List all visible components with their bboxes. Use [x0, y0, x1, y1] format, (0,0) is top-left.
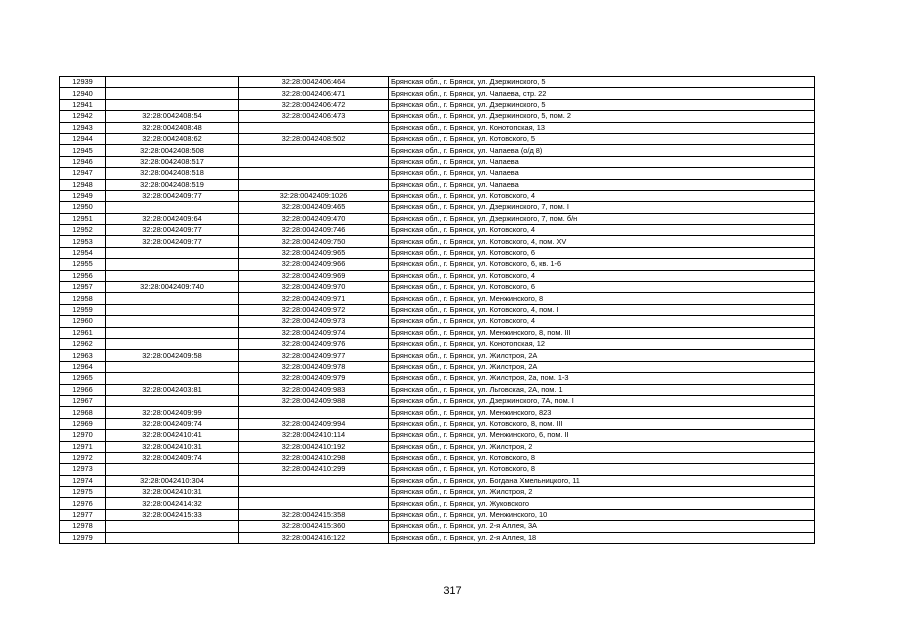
row-number-cell: 12940	[60, 88, 106, 99]
object-number-cell: 32:28:0042409:1026	[239, 190, 389, 201]
row-number-cell: 12960	[60, 316, 106, 327]
parcel-number-cell: 32:28:0042403:81	[106, 384, 239, 395]
parcel-number-cell: 32:28:0042409:77	[106, 225, 239, 236]
table-row	[60, 487, 815, 498]
address-cell: Брянская обл., г. Брянск, ул. Котовского, 8, пом. III	[389, 418, 815, 429]
row-number-cell: 12970	[60, 430, 106, 441]
address-cell: Брянская обл., г. Брянск, ул. Льговская, 2А, пом. 1	[389, 384, 815, 395]
address-cell: Брянская обл., г. Брянск, ул. Чапаева	[389, 168, 815, 179]
object-number-cell	[239, 179, 389, 190]
address-cell: Брянская обл., г. Брянск, ул. 2-я Аллея, 18	[389, 532, 815, 543]
parcel-number-cell: 32:28:0042408:508	[106, 145, 239, 156]
object-number-cell: 32:28:0042409:976	[239, 338, 389, 349]
table-row	[60, 168, 815, 179]
row-number-cell: 12953	[60, 236, 106, 247]
row-number-cell: 12969	[60, 418, 106, 429]
parcel-number-cell: 32:28:0042408:518	[106, 168, 239, 179]
object-number-cell: 32:28:0042415:358	[239, 509, 389, 520]
address-cell: Брянская обл., г. Брянск, ул. Менжинского, 8	[389, 293, 815, 304]
parcel-number-cell: 32:28:0042409:77	[106, 190, 239, 201]
table-row	[60, 156, 815, 167]
object-number-cell: 32:28:0042409:970	[239, 282, 389, 293]
table-row	[60, 122, 815, 133]
table-row	[60, 282, 815, 293]
parcel-number-cell	[106, 373, 239, 384]
address-cell: Брянская обл., г. Брянск, ул. Котовского, 4	[389, 225, 815, 236]
parcel-number-cell	[106, 532, 239, 543]
parcel-number-cell: 32:28:0042410:31	[106, 441, 239, 452]
address-cell: Брянская обл., г. Брянск, ул. Котовского, 5	[389, 133, 815, 144]
object-number-cell	[239, 145, 389, 156]
parcel-number-cell	[106, 316, 239, 327]
row-number-cell: 12944	[60, 133, 106, 144]
object-number-cell: 32:28:0042415:360	[239, 521, 389, 532]
parcel-number-cell: 32:28:0042409:77	[106, 236, 239, 247]
parcel-number-cell: 32:28:0042408:517	[106, 156, 239, 167]
table-row	[60, 532, 815, 543]
address-cell: Брянская обл., г. Брянск, ул. Котовского, 8	[389, 452, 815, 463]
row-number-cell: 12967	[60, 395, 106, 406]
address-cell: Брянская обл., г. Брянск, ул. Чапаева, стр. 22	[389, 88, 815, 99]
object-number-cell	[239, 122, 389, 133]
table-row	[60, 133, 815, 144]
address-cell: Брянская обл., г. Брянск, ул. Конотопская, 13	[389, 122, 815, 133]
address-cell: Брянская обл., г. Брянск, ул. Жилстроя, 2А	[389, 361, 815, 372]
row-number-cell: 12964	[60, 361, 106, 372]
row-number-cell: 12955	[60, 259, 106, 270]
row-number-cell: 12977	[60, 509, 106, 520]
parcel-number-cell	[106, 247, 239, 258]
parcel-number-cell	[106, 338, 239, 349]
object-number-cell: 32:28:0042406:472	[239, 99, 389, 110]
object-number-cell: 32:28:0042410:114	[239, 430, 389, 441]
object-number-cell: 32:28:0042406:473	[239, 111, 389, 122]
parcel-number-cell	[106, 361, 239, 372]
object-number-cell: 32:28:0042409:470	[239, 213, 389, 224]
object-number-cell: 32:28:0042409:746	[239, 225, 389, 236]
parcel-number-cell: 32:28:0042409:74	[106, 418, 239, 429]
object-number-cell: 32:28:0042409:988	[239, 395, 389, 406]
table-row	[60, 145, 815, 156]
object-number-cell	[239, 498, 389, 509]
parcel-number-cell	[106, 77, 239, 88]
table-row	[60, 441, 815, 452]
parcel-number-cell: 32:28:0042408:62	[106, 133, 239, 144]
row-number-cell: 12947	[60, 168, 106, 179]
row-number-cell: 12951	[60, 213, 106, 224]
parcel-number-cell	[106, 395, 239, 406]
table-row	[60, 338, 815, 349]
address-cell: Брянская обл., г. Брянск, ул. Менжинского, 6, пом. II	[389, 430, 815, 441]
table-row	[60, 293, 815, 304]
table-row	[60, 202, 815, 213]
row-number-cell: 12948	[60, 179, 106, 190]
address-cell: Брянская обл., г. Брянск, ул. Котовского, 4	[389, 190, 815, 201]
table-row	[60, 77, 815, 88]
row-number-cell: 12962	[60, 338, 106, 349]
table-row	[60, 509, 815, 520]
table-row	[60, 316, 815, 327]
object-number-cell	[239, 407, 389, 418]
row-number-cell: 12965	[60, 373, 106, 384]
address-cell: Брянская обл., г. Брянск, ул. Чапаева (о/д 8)	[389, 145, 815, 156]
object-number-cell: 32:28:0042406:464	[239, 77, 389, 88]
object-number-cell: 32:28:0042409:983	[239, 384, 389, 395]
address-cell: Брянская обл., г. Брянск, ул. Жилстроя, 2а, пом. 1-3	[389, 373, 815, 384]
row-number-cell: 12975	[60, 487, 106, 498]
parcel-number-cell: 32:28:0042409:99	[106, 407, 239, 418]
table-row	[60, 259, 815, 270]
row-number-cell: 12966	[60, 384, 106, 395]
table-row	[60, 179, 815, 190]
object-number-cell: 32:28:0042409:978	[239, 361, 389, 372]
address-cell: Брянская обл., г. Брянск, ул. Менжинского, 823	[389, 407, 815, 418]
parcel-number-cell: 32:28:0042409:74	[106, 452, 239, 463]
address-cell: Брянская обл., г. Брянск, ул. Жилстроя, 2А	[389, 350, 815, 361]
table-row	[60, 407, 815, 418]
address-cell: Брянская обл., г. Брянск, ул. Чапаева	[389, 156, 815, 167]
address-cell: Брянская обл., г. Брянск, ул. Котовского, 6	[389, 247, 815, 258]
address-cell: Брянская обл., г. Брянск, ул. Котовского, 6	[389, 282, 815, 293]
table-row	[60, 384, 815, 395]
table-row	[60, 236, 815, 247]
address-cell: Брянская обл., г. Брянск, ул. Дзержинского, 5, пом. 2	[389, 111, 815, 122]
address-cell: Брянская обл., г. Брянск, ул. Дзержинского, 5	[389, 77, 815, 88]
row-number-cell: 12972	[60, 452, 106, 463]
row-number-cell: 12946	[60, 156, 106, 167]
object-number-cell	[239, 156, 389, 167]
table-row	[60, 304, 815, 315]
object-number-cell: 32:28:0042409:974	[239, 327, 389, 338]
row-number-cell: 12963	[60, 350, 106, 361]
object-number-cell: 32:28:0042410:192	[239, 441, 389, 452]
object-number-cell: 32:28:0042409:965	[239, 247, 389, 258]
row-number-cell: 12949	[60, 190, 106, 201]
cadastral-table	[59, 76, 815, 544]
address-cell: Брянская обл., г. Брянск, ул. Чапаева	[389, 179, 815, 190]
table-row	[60, 464, 815, 475]
parcel-number-cell	[106, 259, 239, 270]
object-number-cell	[239, 487, 389, 498]
address-cell: Брянская обл., г. Брянск, ул. Котовского, 4, пом. I	[389, 304, 815, 315]
row-number-cell: 12968	[60, 407, 106, 418]
parcel-number-cell: 32:28:0042410:304	[106, 475, 239, 486]
object-number-cell: 32:28:0042409:994	[239, 418, 389, 429]
row-number-cell: 12959	[60, 304, 106, 315]
row-number-cell: 12942	[60, 111, 106, 122]
object-number-cell	[239, 475, 389, 486]
parcel-number-cell: 32:28:0042415:33	[106, 509, 239, 520]
table-row	[60, 373, 815, 384]
row-number-cell: 12956	[60, 270, 106, 281]
object-number-cell: 32:28:0042409:465	[239, 202, 389, 213]
object-number-cell: 32:28:0042409:973	[239, 316, 389, 327]
row-number-cell: 12941	[60, 99, 106, 110]
parcel-number-cell	[106, 464, 239, 475]
parcel-number-cell	[106, 521, 239, 532]
table-row	[60, 247, 815, 258]
row-number-cell: 12958	[60, 293, 106, 304]
table-row	[60, 270, 815, 281]
object-number-cell: 32:28:0042410:298	[239, 452, 389, 463]
table-row	[60, 111, 815, 122]
table-row	[60, 430, 815, 441]
table-row	[60, 190, 815, 201]
table-row	[60, 452, 815, 463]
address-cell: Брянская обл., г. Брянск, ул. Жилстроя, 2	[389, 487, 815, 498]
table-row	[60, 521, 815, 532]
row-number-cell: 12976	[60, 498, 106, 509]
address-cell: Брянская обл., г. Брянск, ул. 2-я Аллея, 3А	[389, 521, 815, 532]
address-cell: Брянская обл., г. Брянск, ул. Конотопская, 12	[389, 338, 815, 349]
row-number-cell: 12974	[60, 475, 106, 486]
parcel-number-cell	[106, 327, 239, 338]
address-cell: Брянская обл., г. Брянск, ул. Жуковского	[389, 498, 815, 509]
table-row	[60, 225, 815, 236]
address-cell: Брянская обл., г. Брянск, ул. Богдана Хмельницкого, 11	[389, 475, 815, 486]
table-row	[60, 361, 815, 372]
address-cell: Брянская обл., г. Брянск, ул. Дзержинского, 7А, пом. I	[389, 395, 815, 406]
address-cell: Брянская обл., г. Брянск, ул. Дзержинского, 5	[389, 99, 815, 110]
table-row	[60, 395, 815, 406]
address-cell: Брянская обл., г. Брянск, ул. Менжинского, 8, пом. III	[389, 327, 815, 338]
table-row	[60, 475, 815, 486]
object-number-cell: 32:28:0042406:471	[239, 88, 389, 99]
parcel-number-cell: 32:28:0042410:31	[106, 487, 239, 498]
address-cell: Брянская обл., г. Брянск, ул. Котовского, 6, кв. 1-6	[389, 259, 815, 270]
row-number-cell: 12943	[60, 122, 106, 133]
object-number-cell: 32:28:0042416:122	[239, 532, 389, 543]
object-number-cell: 32:28:0042409:969	[239, 270, 389, 281]
object-number-cell	[239, 168, 389, 179]
address-cell: Брянская обл., г. Брянск, ул. Котовского, 4	[389, 316, 815, 327]
row-number-cell: 12961	[60, 327, 106, 338]
address-cell: Брянская обл., г. Брянск, ул. Котовского, 8	[389, 464, 815, 475]
row-number-cell: 12945	[60, 145, 106, 156]
table-row	[60, 213, 815, 224]
parcel-number-cell: 32:28:0042408:519	[106, 179, 239, 190]
parcel-number-cell: 32:28:0042409:740	[106, 282, 239, 293]
row-number-cell: 12957	[60, 282, 106, 293]
address-cell: Брянская обл., г. Брянск, ул. Менжинского, 10	[389, 509, 815, 520]
row-number-cell: 12973	[60, 464, 106, 475]
parcel-number-cell	[106, 202, 239, 213]
address-cell: Брянская обл., г. Брянск, ул. Дзержинского, 7, пом. б/н	[389, 213, 815, 224]
parcel-number-cell	[106, 304, 239, 315]
row-number-cell: 12952	[60, 225, 106, 236]
object-number-cell: 32:28:0042409:750	[239, 236, 389, 247]
address-cell: Брянская обл., г. Брянск, ул. Жилстроя, 2	[389, 441, 815, 452]
table-row	[60, 99, 815, 110]
row-number-cell: 12979	[60, 532, 106, 543]
table-row	[60, 418, 815, 429]
parcel-number-cell	[106, 270, 239, 281]
parcel-number-cell: 32:28:0042409:58	[106, 350, 239, 361]
page-number: 317	[443, 585, 462, 597]
table-row	[60, 498, 815, 509]
table-row	[60, 327, 815, 338]
row-number-cell: 12939	[60, 77, 106, 88]
row-number-cell: 12954	[60, 247, 106, 258]
table-row	[60, 350, 815, 361]
parcel-number-cell: 32:28:0042414:32	[106, 498, 239, 509]
object-number-cell: 32:28:0042409:977	[239, 350, 389, 361]
parcel-number-cell: 32:28:0042408:48	[106, 122, 239, 133]
object-number-cell: 32:28:0042409:979	[239, 373, 389, 384]
row-number-cell: 12950	[60, 202, 106, 213]
table-body	[60, 77, 815, 544]
parcel-number-cell	[106, 99, 239, 110]
object-number-cell: 32:28:0042409:971	[239, 293, 389, 304]
address-cell: Брянская обл., г. Брянск, ул. Котовского, 4, пом. XV	[389, 236, 815, 247]
row-number-cell: 12971	[60, 441, 106, 452]
parcel-number-cell	[106, 88, 239, 99]
object-number-cell: 32:28:0042410:299	[239, 464, 389, 475]
address-cell: Брянская обл., г. Брянск, ул. Котовского, 4	[389, 270, 815, 281]
address-cell: Брянская обл., г. Брянск, ул. Дзержинского, 7, пом. I	[389, 202, 815, 213]
parcel-number-cell	[106, 293, 239, 304]
parcel-number-cell: 32:28:0042408:54	[106, 111, 239, 122]
row-number-cell: 12978	[60, 521, 106, 532]
parcel-number-cell: 32:28:0042409:64	[106, 213, 239, 224]
table-row	[60, 88, 815, 99]
object-number-cell: 32:28:0042409:972	[239, 304, 389, 315]
object-number-cell: 32:28:0042408:502	[239, 133, 389, 144]
parcel-number-cell: 32:28:0042410:41	[106, 430, 239, 441]
object-number-cell: 32:28:0042409:966	[239, 259, 389, 270]
